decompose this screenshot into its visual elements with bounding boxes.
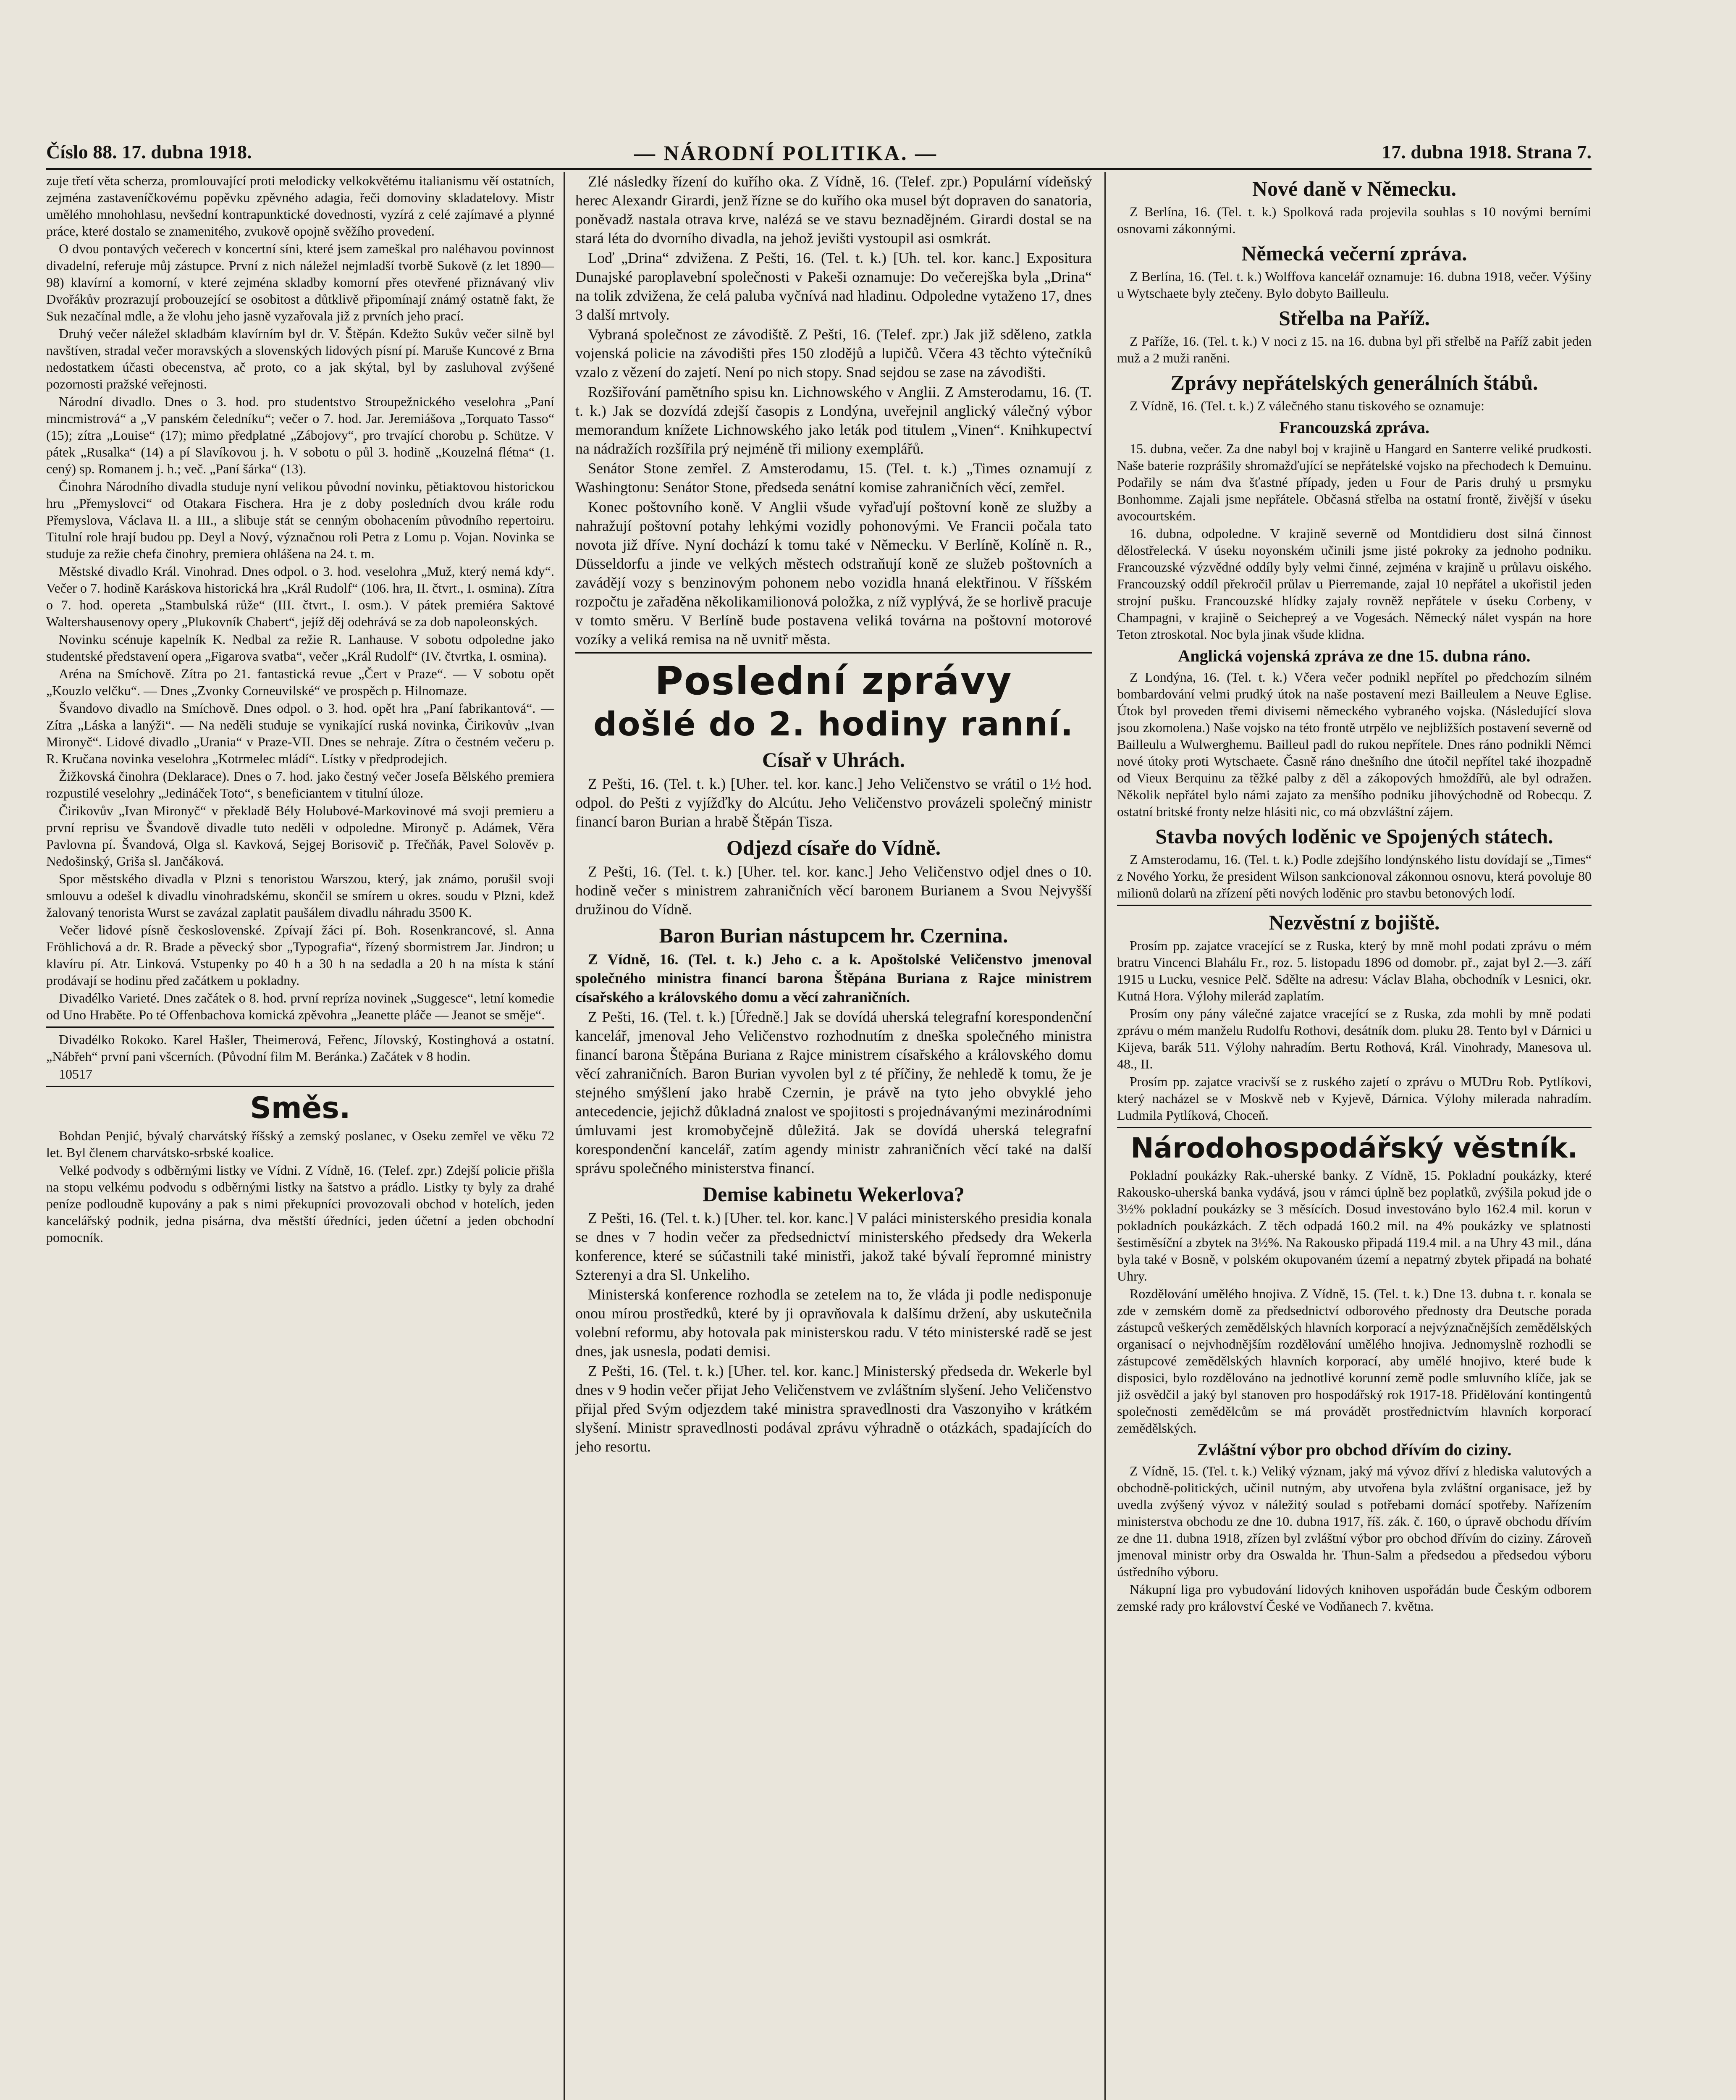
article-paragraph: Z Amsterodamu, 16. (Tel. t. k.) Podle zdejšího londýnského listu dovídají se „Times“ z Nového Yorku, že president Wilson sankcionoval zákonnou osnovu, která povoluje 80 milionů dolarů na zřízení pěti nových loděnic pro stavbu betonových lodí. — [1117, 852, 1592, 900]
ad-number: 10517 — [59, 1066, 92, 1082]
article-paragraph: Z Pešti, 16. (Tel. t. k.) [Uher. tel. kor. kanc.] V paláci ministerského presidia konala se dnes v 7 hodin večer za předsednictví ministerského předsedy dra Wekerla konference, které se súčastnili také ministři, jakož také bývalí řepromné ministry Szterenyi a dra Sl. Unkeliho. — [575, 1210, 1092, 1283]
theatre-notice: Činohra Národního divadla studuje nyní velikou původní novinku, pětiaktovou historickou hru „Přemyslovci“ od Otakara Fischera. Hra je z doby posledních dvou krále rodu Přemyslova, Václava II. a III., a slibuje stát se cenným obohacením původního repertoiru. Titulní role hrají budou pp. Deyl a Nový, význačnou roli Petra z Lomu p. Vojan. Novinka se studuje za režie chefa činohry, premiera ohlášena na 24. t. m. — [46, 479, 554, 561]
advert: Divadélko Rokoko. Karel Hašler, Theimerová, Feřenc, Jílovský, Kostinghová a ostatní. „Nábřeh“ první pani všcerních. (Původní film M. Beránka.) Začátek v 8 hodin. — [46, 1032, 554, 1064]
article-paragraph: Z Paříže, 16. (Tel. t. k.) V noci z 15. na 16. dubna byl při střelbě na Paříž zabit jeden muž a 2 muži raněni. — [1117, 333, 1592, 365]
theatre-notice: Švandovo divadlo na Smíchově. Dnes odpol. o 3. hod. opět hra „Paní fabrikantová“. — Zítra „Láska a lanýži“. — Na neděli studuje se vynikající ruská novinka, Čirikovův „Ivan Mironyč“. Lidové divadlo „Urania“ v Praze-VII. Dnes se nehraje. Zítra o čestném večeru p. R. Kručana novinka veselohra „Kotrmelec mládí“. Lístky v předprodejich. — [46, 701, 554, 766]
theatre-notice: Novinku scénuje kapelník K. Nedbal za režie R. Lanhause. V sobotu odpoledne jako studentské představení opera „Figarova svatba“, večer „Král Rudolf“ (IV. čtvrtka, I. osmina). — [46, 632, 554, 664]
article-paragraph: Loď „Drina“ zdvižena. Z Pešti, 16. (Tel. t. k.) [Uh. tel. kor. kanc.] Expositura Dunajské paroplavební společnosti v Pakeši oznamuje: Do večerejška byla „Drina“ na tolik zdvižena, že celá paluba vyčnívá nad hladinu. Odpoledne vytaženo 17, dnes 3 další mrtvoly. — [575, 249, 1092, 323]
theatre-notice: Spor městského divadla v Plzni s tenoristou Warszou, který, jak známo, porušil svoji smlouvu a odešel k divadlu vinohradskému, skončil se smírem u okres. soudu v Plzni, kdež žalovaný tenorista Wurst se zavázal zaplatit paušálem divadlu náhradu 3500 K. — [46, 871, 554, 920]
article-paragraph: Z Pešti, 16. (Tel. t. k.) [Uher. tel. kor. kanc.] Jeho Veličenstvo se vrátil o 1½ hod. odpol. do Pešti z vyjížďky do Alcútu. Jeho Veličenstvo provázeli společný ministr financí baron Burian a hrabě Štěpán Tisza. — [575, 775, 1092, 830]
header-issue: Číslo 88. 17. dubna 1918. — [46, 141, 252, 163]
section-title-smes: Směs. — [250, 1091, 351, 1125]
headline: Demise kabinetu Wekerlova? — [702, 1182, 965, 1206]
header-page: 17. dubna 1918. Strana 7. — [1382, 141, 1592, 163]
article-paragraph: 15. dubna, večer. Za dne nabyl boj v krajině u Hangard en Santerre veliké prudkosti. Naše baterie rozprášily shromažďující se nepřátelské vojsko na přechodech k Demuinu. Podařily se nám dva šťastné případy, jeden u Four de Paris druhý u prsmyku Bonhomme. Zajali jsme nepřátele. Občasná střelba na ostatní frontě, živější v úseku avocourtském. — [1117, 441, 1592, 523]
separator — [575, 652, 1092, 654]
theatre-notice: Aréna na Smíchově. Zítra po 21. fantastická revue „Čert v Praze“. — V sobotu opět „Kouzlo velčku“. — Dnes „Zvonky Corneuvilské“ ve prospěch p. Hilnomaze. — [46, 666, 554, 698]
article-paragraph: Bohdan Penjić, bývalý charvátský říšský a zemský poslanec, v Oseku zemřel ve věku 72 let. Byl členem charvátsko-srbské koalice. — [46, 1128, 554, 1160]
headline: Stavba nových loděnic ve Spojených státech. — [1155, 824, 1553, 848]
article-paragraph: Z Berlína, 16. (Tel. t. k.) Spolková rada projevila souhlas s 10 novými berními osnovami zákonnými. — [1117, 204, 1592, 236]
column-middle — [575, 172, 1092, 2100]
article-paragraph: Z Pešti, 16. (Tel. t. k.) [Uher. tel. kor. kanc.] Ministerský předseda dr. Wekerle byl dnes v 9 hodin večer přijat Jeho Veličenstvem ve zvláštním slyšení. Jeho Veličenstvo přijal před Svým odjezdem také ministra spravedlnosti dra Vaszonyiho v krátkém slyšení. Ministr spravedlnosti podával zprávu výhradně o otázkách, spadajících do jeho resortu. — [575, 1362, 1092, 1455]
article-paragraph: Z Vídně, 15. (Tel. t. k.) Veliký význam, jaký má vývoz dříví z hlediska valutových a obchodně-politických, učinil nutným, aby utvořena byla zvláštní organisace, jež by uvedla zvýšený vývoz v náležitý soulad s potřebami domácí spotřeby. Nařízením ministerstva obchodu ze dne 10. dubna 1917, říš. zák. č. 160, o úpravě obchodu dřívím ze dne 11. dubna 1918, zřízen byl zvláštní výbor pro obchod dřívím do ciziny. Zároveň jmenoval ministr orby dra Oswalda hr. Thun-Salm a předsedou a předsedou výboru ústředního výboru. — [1117, 1463, 1592, 1579]
headline: Německá večerní zpráva. — [1241, 242, 1467, 265]
article-paragraph: Rozšiřování pamětního spisu kn. Lichnowského v Anglii. Z Amsterodamu, 16. (T. t. k.) Jak se dozvídá zdejší časopis z Londýna, uveřejnil anglický válečný výbor memorandum knížete Lichnowského jako leták pod titulem „Vinen“. Knihkupectví na nádražích rozšířila prý nejméně tři miliony exemplářů. — [575, 383, 1092, 457]
article-paragraph: Z Londýna, 16. (Tel. t. k.) Včera večer podnikl nepřítel po předchozím silném bombardování velmi prudký útok na naše postavení mezi Bailleulem a Neuve Eglise. Útok byl proveden třemi divisemi německého vybraného vojska. (Následující slova jsou zkomolena.) Naše vojsko na této frontě utrpělo ve nejbližších postavení severně od Bailleulu a Wulwerghemu. Bailleul padl do rukou nepřítele. Dnes ráno podnikli Němci nové útoky proti Wytschaete. Časně ráno dnešního dne útočil nepřítel také ihozpadně od Vieux Berquinu za těžké palby z děl a zákopových hmoždířů, ale byl odražen. Několik nepřátel bylo námi zajato za menšího podniku jihovýchodně od Robecqu. Z ostatní britské fronty nelze hlásiti nic, co má obzvláštní zájem. — [1117, 669, 1592, 819]
article-paragraph: O dvou pontavých večerech v koncertní síni, které jsem zameškal pro naléhavou povinnost divadelní, referuje můj zástupce. První z nich náležel nejmladší tvorbě Sukově (z let 1890—98) klavírní a komorní, v které zejména skladby komorní přes otevřené přiznávaný vliv Dvořákův prozrazují probouzející se osobitost a důtklivě připomínají známý ostatně fakt, že Suk nezačínal mdle, a že vlohu jeho jasně vyzařovala již z prvních jeho prací. — [46, 241, 554, 323]
classified-notice: Prosím pp. zajatce vracející se z Ruska, který by mně mohl podati zprávu o mém bratru Vincenci Blahálu Fr., roz. 5. listopadu 1896 od domobr. př., zajat byl 2.—3. září 1915 u Lucku, vesnice Pelč. Sdělte na adresu: Václav Blaha, obchodník v Lesnici, okr. Kutná Hora. Výlohy milerád zaplatím. — [1117, 938, 1592, 1003]
separator — [1117, 1127, 1592, 1128]
column-right — [1117, 172, 1592, 2100]
classified-notice: Prosím ony pány válečné zajatce vracející se z Ruska, zda mohli by mně podati zprávu o mém manželu Rudolfu Rothovi, desátník dom. pluku 28. Tento byl v Dárnici u Kijeva, barák 511. Výlohy nahradím. Bertu Rothová, Král. Vinohrady, Manesova ul. 48., II. — [1117, 1006, 1592, 1071]
article-paragraph: Velké podvody s odběrnými listky ve Vídni. Z Vídně, 16. (Telef. zpr.) Zdejší policie přišla na stopu velkému podvodu s odběrnými listky na šatstvo a prádlo. Listky ty byly za drahé peníze podloudně kupovány a pak s nimi překupníci provozovali obchod v hotelích, jeden kancelářský podnik, jedna pisárna, dva městští úředníci, jeden účetní a jeden obchodní pomocník. — [46, 1163, 554, 1245]
headline: Nezvěstní z bojiště. — [1269, 911, 1440, 934]
article-paragraph: Konec poštovního koně. V Anglii všude vyřaďují poštovní koně ze služby a nahražují poštovní potahy lehkými vozidly pohonovými. Ve Francii počala tato novota již dříve. Nyní dochází k tomu také v Německu. V Berlíně, Kolíně n. R., Düsseldorfu a jinde ve velkých městech odstraňují koně ze služeb poštovních a zavádějí vozy s benzinovým pohonem nebo vozidla hnaná elektřinou. V říšském rozpočtu je zařaděna několikamilionová položka, z níž vyplývá, že se horlivě pracuje v tomto směru. V Berlíně bude postavena veliká továrna na poštovní motorové vozíky a veliká remisa na ně uvnitř města. — [575, 499, 1092, 648]
section-title-economy: Národohospodářský věstník. — [1130, 1132, 1578, 1164]
page-header — [46, 141, 1592, 166]
article-paragraph: Nákupní liga pro vybudování lidových knihoven uspořádán bude Českým odborem zemské rady pro království České ve Vodňanech 7. května. — [1117, 1582, 1592, 1614]
section-title-latest-news: Poslední zprávy — [655, 659, 1012, 704]
article-paragraph: Z Pešti, 16. (Tel. t. k.) [Úředně.] Jak se dovídá uherská telegrafní korespondenční kancelář, jmenoval Jeho Veličenstvo rozhodnutím z dneška společného ministra financí barona Štěpána Buriana z Rajce ministrem císařského a královského domu věcí zahraničních. Baron Burian vyvolen byl z té příčiny, že nehledě k tomu, že je stejného smýšlení jako hrabě Czernin, je právě na tyto jeho obvyklé jeho antecedencie, jejichž důkladná znalost ve spojitosti s projednávanými mezinárodními úmluvami jest kromobyčejně důležitá. Jak se dovídá uherská telegrafní korespondenční kancelář, zatím agendy ministr zahraničních věcí také na další správu společného ministerstva financí. — [575, 1008, 1092, 1176]
article-paragraph: Vybraná společnost ze závodiště. Z Pešti, 16. (Telef. zpr.) Jak již sděleno, zatkla vojenská policie na závodišti přes 150 zlodějů a lupičů. Včera 43 těchto výtečníků vzalo z vězení do zajetí. Není po nich stopy. Snad sejdou se zase na závodišti. — [575, 326, 1092, 381]
headline: Císař v Uhrách. — [762, 748, 905, 772]
subheadline: Zvláštní výbor pro obchod dřívím do ciziny. — [1197, 1440, 1512, 1459]
article-paragraph: 16. dubna, odpoledne. V krajině severně od Montdidieru dost silná činnost dělostřelecká. V úseku noyonském učinili jsme jisté pokroky za jednoho podniku. Francouzské výzvědné oddíly byly velmi činné, zejména v krajině u průlavu oiského. Francouzský oddíl překročil průlav u Pierremande, zajal 10 nepřátel a ukořistil jeden strojní pušku. Francouzské hlídky zajaly rovněž nepřátele v úseku Corbeny, v Champagni, v krajině o Seichepreý a ve Vogesách. Německý nálet vyspán na hore Teton ztroskotal. Noc byla jinak všude klidna. — [1117, 526, 1592, 642]
headline: Odjezd císaře do Vídně. — [726, 836, 941, 859]
separator — [46, 1026, 554, 1028]
column-divider — [1104, 172, 1106, 2100]
column-left — [46, 172, 554, 2100]
article-paragraph: Z Berlína, 16. (Tel. t. k.) Wolffova kancelář oznamuje: 16. dubna 1918, večer. Výšiny u Wytschaete byly ztečeny. Bylo dobyto Bailleulu. — [1117, 269, 1592, 301]
theatre-notice: Divadélko Varieté. Dnes začátek o 8. hod. první repríza novinek „Suggesce“, letní komedie od Uno Hraběte. Po té Offenbachova komická zpěvohra „Jeanette pláče — Jeanot se směje“. — [46, 990, 554, 1022]
headline: Baron Burian nástupcem hr. Czernina. — [659, 924, 1008, 947]
theatre-notice: Národní divadlo. Dnes o 3. hod. pro studentstvo Stroupežnického veselohra „Paní mincmistrová“ a „V panském čeledníku“; večer o 7. hod. Jar. Jeremiášova „Torquato Tasso“ (15); zítra „Louise“ (17); mimo předplatné „Zábojovy“, pro trvající chorobu p. Schütze. V pátek „Rusalka“ (14) a pí Slavíkovou j. h. V sobotu o půl 3. hodině „Kouzelná flétna“ (1. cený) sp. Romanem j. h.; več. „Paní šárka“ (13). — [46, 394, 554, 476]
theatre-notice: Čirikovův „Ivan Mironyč“ v překladě Bély Holubové-Markovinové má svoji premieru a první reprisu ve Švandově divadle tuto neděli v odpoledne. Mironyč p. Adámek, Věra Pavlovna pí. Švandová, Olga sl. Kavková, Sejgej Borisovič p. Třečňák, Pavel Solověv p. Nedošinský, Griša sl. Jančáková. — [46, 803, 554, 869]
article-paragraph: Z Pešti, 16. (Tel. t. k.) [Uher. tel. kor. kanc.] Jeho Veličenstvo odjel dnes o 10. hodině večer s ministrem zahraničních věcí baronem Burianem a Svou Nejvyšší družinou do Vídně. — [575, 863, 1092, 918]
theatre-notice: Městské divadlo Král. Vinohrad. Dnes odpol. o 3. hod. veselohra „Muž, který nemá kdy“. Večer o 7. hodině Karáskova historická hra „Král Rudolf“ (106. hra, II. čtvrt., I. osmina). Zítra o 7. hod. opereta „Stambulská růže“ (III. čtvrt., I. osm.). V pátek premiéra Saktové Waltershausenovy opery „Plukovník Chabert“, jejíž děj odehrává se za dob napoleonských. — [46, 564, 554, 629]
headline: Střelba na Paříž. — [1279, 306, 1430, 330]
article-paragraph: Druhý večer náležel skladbám klavírním byl dr. V. Štěpán. Kdežto Sukův večer silně byl navštíven, stradal večer moravských a slovenských lidových písní pí. Maruše Kuncové z Brna nedostatkem účasti obecenstva, ač proto, co a jak skýtal, byl by zasluhoval zvýšené pozornosti pražské veřejnosti. — [46, 326, 554, 391]
article-paragraph: Rozdělování umělého hnojiva. Z Vídně, 15. (Tel. t. k.) Dne 13. dubna t. r. konala se zde v zemském domě za předsednictví odborového přednosty dra Deutsche porada zástupců veškerých zemědělských hlavních korporací a nejvýznačnějších zemědělských organisací o nejvhodnějším rozdělování umělého hnojiva. Jednomyslně rozhodli se zástupcové zemědělských hlavních korporací, aby umělé hnojivo, které bude k disposici, bylo rozdělováno na jednotlivé korunní země podle smluvního klíče, jak se již osvědčil a jaký byl stanoven pro hospodářský rok 1917-18. Přidělování kontingentů společnosti zemědělcům se má provádět prostřednictvím hlavních korporací zemědělských. — [1117, 1286, 1592, 1436]
header-rule — [46, 168, 1592, 170]
article-paragraph: Z Vídně, 16. (Tel. t. k.) Jeho c. a k. Apoštolské Veličenstvo jmenoval společného ministra financí barona Štěpána Buriana z Rajce ministrem císařského a královského domu a věcí zahraničních. — [575, 951, 1092, 1005]
article-paragraph: zuje třetí věta scherza, promlouvající proti melodicky velkokvětému italianismu věí ostatních, zejména zastaveníčkovému popěvku zpěvného adagia, řeči domoviny skladatelovy. Mistr umělého mnohohlasu, nevšední kontrapunktické dovednosti, vyzírá z celé zajímavé a plynné práce, které dostalo se znamenitého, zvukově opojně svěžího provedení. — [46, 173, 554, 239]
article-paragraph: Z Vídně, 16. (Tel. t. k.) Z válečného stanu tiskového se oznamuje: — [1130, 398, 1484, 413]
article-paragraph: Zlé následky řízení do kuřího oka. Z Vídně, 16. (Telef. zpr.) Populární vídeňský herec Alexandr Girardi, jenž řízne se do kuřího oka musel být dopraven do sanatoria, poněvadž nastala otrava krve, nalézá se ve stavu beznadějném. Girardi dostal se na stará léta do dvorního divadla, na jehož jevišti vystoupil asi osmkrát. — [575, 173, 1092, 247]
section-subtitle: došlé do 2. hodiny ranní. — [593, 706, 1074, 743]
separator — [46, 1086, 554, 1087]
theatre-notice: Večer lidové písně československé. Zpívají žáci pí. Boh. Rosenkrancové, sl. Anna Fröhlichová a dr. R. Brade a pěvecký sbor „Typografia“, řízený sbormistrem Jar. Jindron; u klavíru pí. Atr. Linková. Vstupenky po 40 h a 30 h na sedadla a 20 h na místa k stání prodávají se hodinu před začátkem u pokladny. — [46, 922, 554, 988]
article-paragraph: Senátor Stone zemřel. Z Amsterodamu, 15. (Tel. t. k.) „Times oznamují z Washingtonu: Senátor Stone, předseda senátní komise zahraničních věcí, zemřel. — [575, 460, 1092, 496]
subheadline: Francouzská zpráva. — [1279, 418, 1429, 437]
classified-notice: Prosím pp. zajatce vracivší se z ruského zajetí o zprávu o MUDru Rob. Pytlíkovi, který nacházel se v Moskvě neb v Kyjevě, Dárnica. Výlohy milerada nahradím. Ludmila Pytlíková, Choceň. — [1117, 1074, 1592, 1123]
column-divider — [564, 172, 565, 2100]
theatre-notice: Žižkovská činohra (Deklarace). Dnes o 7. hod. jako čestný večer Josefa Bělského premiera rozpustilé veselohry „Jedináček Toto“, s beneficiantem v titulní úloze. — [46, 769, 554, 801]
subheadline: Anglická vojenská zpráva ze dne 15. dubna ráno. — [1178, 646, 1531, 665]
header-title: — NÁRODNÍ POLITIKA. — — [634, 141, 938, 165]
article-paragraph: Ministerská konference rozhodla se zetelem na to, že vláda ji podle nedisponuje onou mírou prostředků, které by ji opravňovala k dalšímu držení, aby uskutečnila volební reformu, aby hotovala pak ministerskou radu. V této ministerské radě se jest dnes, jak usnesla, podati demisi. — [575, 1286, 1092, 1360]
headline: Zprávy nepřátelských generálních štábů. — [1170, 371, 1538, 394]
article-paragraph: Pokladní poukázky Rak.-uherské banky. Z Vídně, 15. Pokladní poukázky, které Rakousko-uherská banka vydává, jsou v rámci úplně bez poplatků, zvýšila pokud jde o 3½% pokladní poukázky se 3 měsících. Dosud investováno bylo 162.4 mil. korun v pokladních poukázkách. Z těch odpadá 160.2 mil. na 4% poukázky ve splatnosti šestiměsíční a zbytek na 3½%. Na Rakousko připadá 119.4 mil. a na Uhry 43 mil., dána byla také v Bosně, v polském okupovaném území a nepatrný zbytek připadá na bohaté Uhry. — [1117, 1168, 1592, 1284]
separator — [1117, 905, 1592, 906]
headline: Nové daně v Německu. — [1252, 177, 1457, 200]
